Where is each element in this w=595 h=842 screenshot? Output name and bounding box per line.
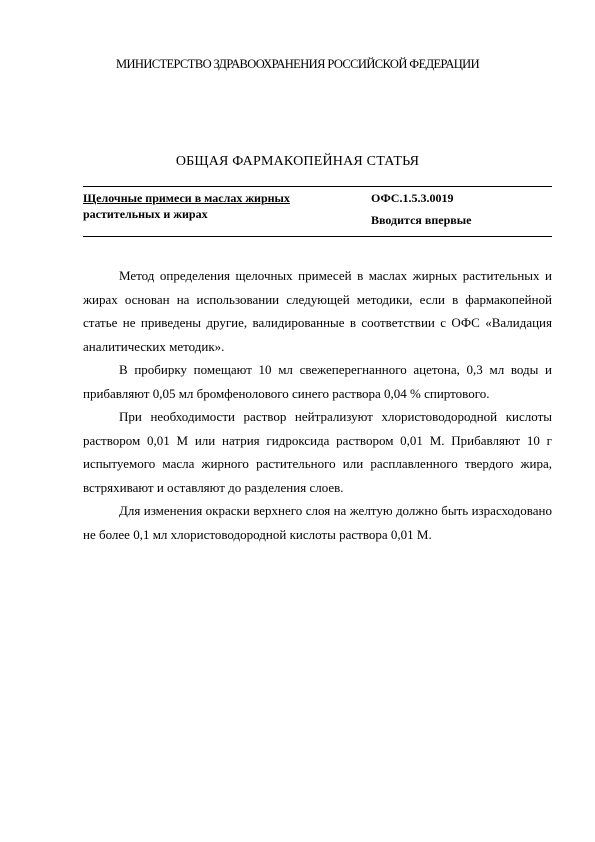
paragraph-method: Метод определения щелочных примесей в маслах жирных растительных и жирах основан на использовании следующей методики, если в фармакопейной статье не приведены другие, валидированные в соответствии с ОФС «Валидация аналитических методик». (83, 268, 552, 354)
paragraph-procedure: При необходимости раствор нейтрализуют хлористоводородной кислоты раствором 0,01 М или натрия гидроксида раствором 0,01 М. Прибавляют 10 г испытуемого масла жирного растительного или расплавленного твердого жира, встряхивают и оставляют до разделения слоев. (83, 409, 552, 495)
article-title (83, 190, 353, 222)
article-code: ОФС.1.5.3.0019 (371, 191, 454, 205)
ministry-header: МИНИСТЕРСТВО ЗДРАВООХРАНЕНИЯ РОССИЙСКОЙ ФЕДЕРАЦИИ (115, 57, 480, 71)
article-title-line-1: Щелочные примеси в маслах жирных (83, 191, 290, 205)
paragraph-preparation: В пробирку помещают 10 мл свежеперегнанного ацетона, 0,3 мл воды и прибавляют 0,05 мл бромфенолового синего раствора 0,04 % спиртового. (83, 362, 552, 401)
document-type-heading: ОБЩАЯ ФАРМАКОПЕЙНАЯ СТАТЬЯ (175, 154, 420, 169)
article-meta (371, 190, 551, 228)
top-divider (83, 186, 552, 187)
bottom-divider (83, 236, 552, 237)
article-title-line-2: растительных и жирах (83, 207, 208, 221)
article-body (83, 264, 552, 546)
paragraph-criterion: Для изменения окраски верхнего слоя на желтую должно быть израсходовано не более 0,1 мл хлористоводородной кислоты раствора 0,01 М. (83, 503, 552, 542)
article-status: Вводится впервые (371, 213, 472, 227)
